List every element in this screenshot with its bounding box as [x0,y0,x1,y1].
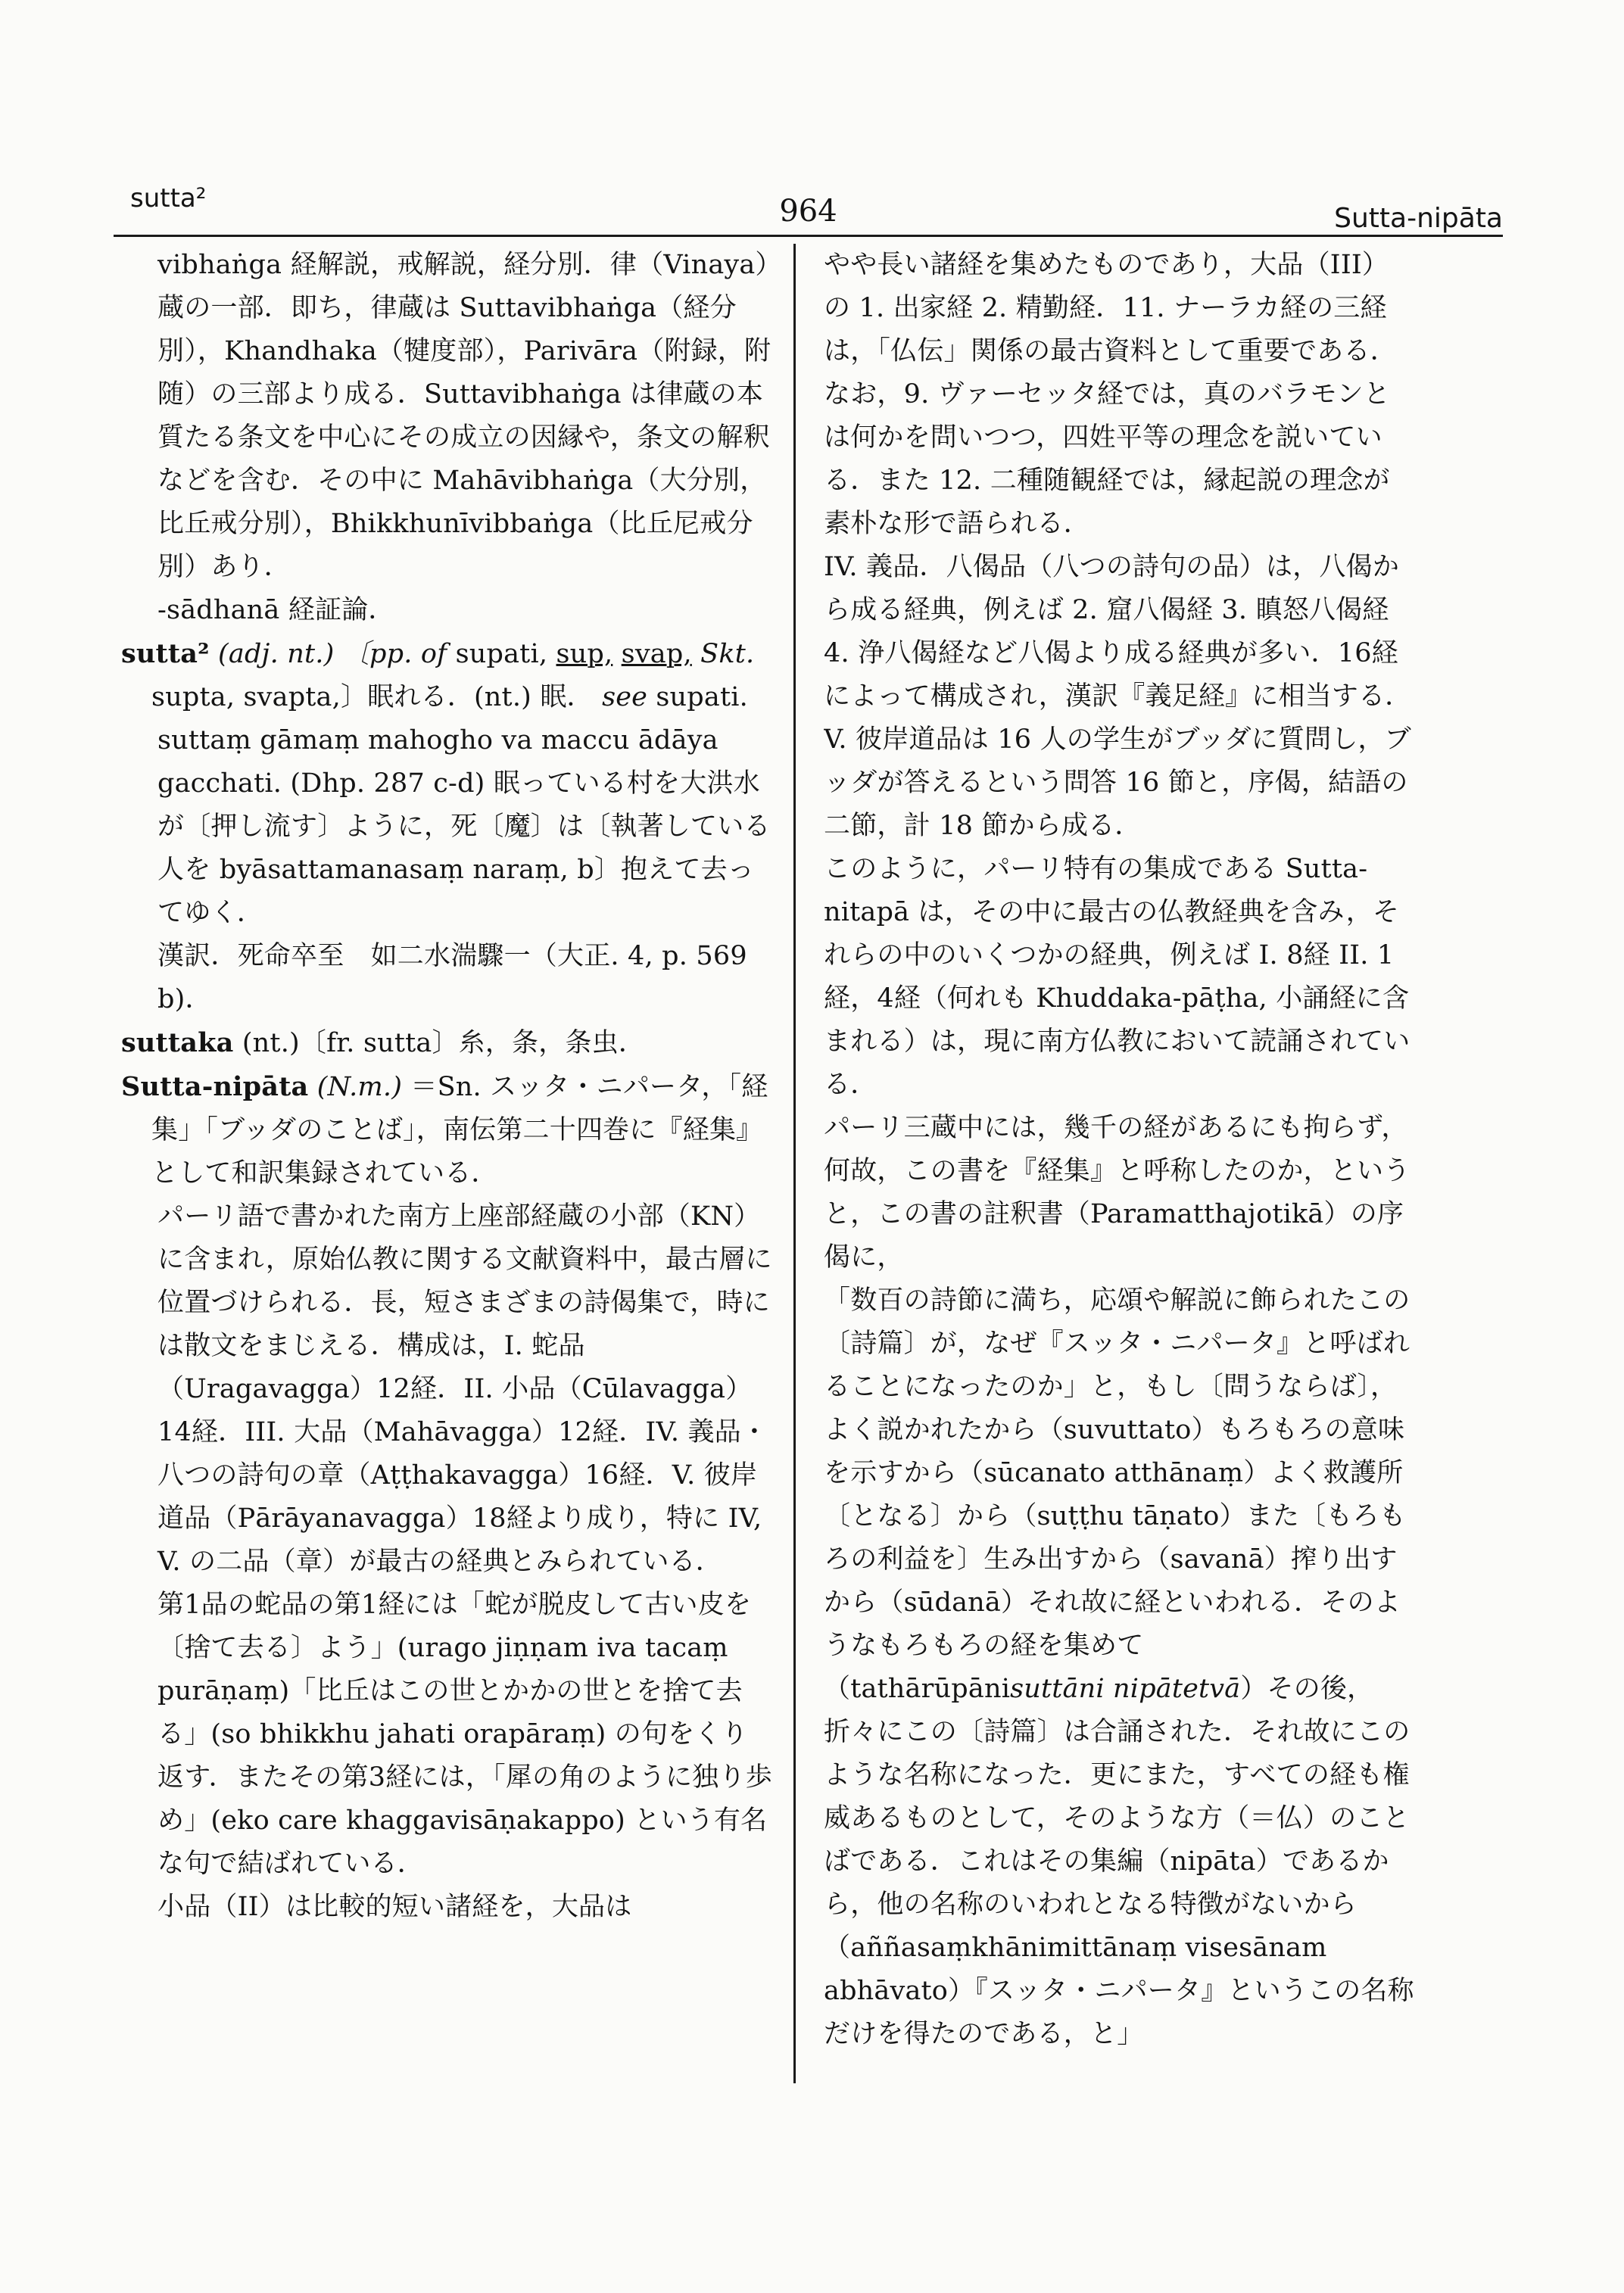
etymology-pp: 〔pp. of [342,639,447,669]
sutta-nipata-definition: ＝Sn. スッタ・ニパータ，「経集」「ブッダのことば」，南伝第二十四巻に『経集』として和訳集録されている． [151,1072,768,1189]
sutta-nipata-paragraph-2: 第1品の蛇品の第1経には「蛇が脱皮して古い皮を〔捨て去る〕よう」(urago jiṇṇam iva tacaṃ purāṇaṃ)「比丘はこの世とかかの世とを捨て去る」(so bhikkhu jahati orapāraṃ) の句をくり返す．またその第3経には，「犀の角のように独り歩め」(eko care khaggavisāṇakappo) という有名な句で結ばれている． [157,1590,772,1879]
right-paragraph-4: このように，パーリ特有の集成である Sutta-nitapā は，その中に最古の仏教経典を含み，それらの中のいくつかの経典，例えば I. 8経 II. 1経，4経（何れも Khuddaka-pāṭha, 小誦経に含まれる）は，現に南方仏教において読誦されている． [824,854,1410,1100]
paramatthajotika-quote-a: 「数百の詩節に満ち，応頌や解説に飾られたこの〔詩篇〕が，なぜ『スッタ・ニパータ』と呼ばれることになったのか」と，もし〔問うならば〕，よく説かれたから（suvuttato）もろもろの意味を示すから（sūcanato atthānaṃ）よく救護所〔となる〕から（suṭṭhu tāṇato）また〔もろもろの利益を〕生み出すから（savanā）搾り出すから（sūdanā）それ故に経といわれる．そのようなもろもろの経を集めて（tathārūpāni [824,1285,1410,1704]
paramatthajotika-quote-italic: suttāni nipātetvā [1010,1674,1241,1704]
sutta2-quotation: suttaṃ gāmaṃ mahogho va maccu ādāya gacchati. (Dhp. 287 c-d) 眠っている村を大洪水が〔押し流す〕ように，死〔魔〕は〔執著している人を byāsattamanasaṃ naraṃ, b〕抱えて去ってゆく． [157,725,771,928]
header-right-guideword: Sutta-nipāta [1334,203,1503,234]
right-paragraph-1: やや長い諸経を集めたものであり，大品（III）の 1. 出家経 2. 精勤経．11. ナーラカ経の三経は，「仏伝」関係の最古資料として重要である．なお，9. ヴァーセッタ経では，真のバラモンとは何かを問いつつ，四姓平等の理念を説いている．また 12. 二種随観経では，縁起説の理念が素朴な形で語られる． [824,250,1397,539]
right-paragraph-3: V. 彼岸道品は 16 人の学生がブッダに質問し，ブッダが答えるという問答 16 節と，序偈，結語の二節，計 18 節から成る． [824,724,1411,841]
right-paragraph-2: IV. 義品．八偈品（八つの詩句の品）は，八偈から成る経典，例えば 2. 窟八偈経 3. 瞋怒八偈経 4. 浄八偈経など八偈より成る経典が多い．16経によって構成され，漢訳『義足経』に相当する． [824,552,1412,712]
page-header [114,180,1503,237]
sutta2-definition: supta, svapta,〕眠れる．(nt.) 眠． [151,682,594,712]
sutta2-chinese-translation: 漢訳．死命卒至 如二水湍驟一（大正. 4, p. 569 b)． [157,941,747,1014]
grammar-sutta2: (adj. nt.) [218,639,335,669]
entry-sutta-nipata [121,1065,772,1195]
right-paragraph-5: パーリ三蔵中には，幾千の経があるにも拘らず，何故，この書を『経集』と呼称したのか，というと，この書の註釈書（Paramatthajotikā）の序偈に， [824,1113,1410,1273]
grammar-sutta-nipata: (N.m.) [316,1072,403,1102]
column-divider [793,244,796,2083]
see-reference: supati. [656,682,748,712]
left-column [121,244,772,2114]
headword-suttaka: suttaka [121,1027,234,1058]
headword-sutta-nipata: Sutta-nipāta [121,1071,309,1102]
suttaka-definition: (nt.)〔fr. sutta〕糸，条，条虫． [242,1028,646,1058]
paramatthajotika-quote-b: ）その後，折々にこの〔詩篇〕は合誦された．それ故にこのような名称になった．更にまた，すべての経も権威あるものとして，そのような方（＝仏）のことばである．これはその集編（nipāta）であるから，他の名称のいわれとなる特徴がないから（aññasaṃkhānimittānaṃ visesānam abhāvato）『スッタ・ニパータ』というこの名称だけを得たのである，と」 [824,1674,1414,2049]
headword-sutta2: sutta² [121,638,210,669]
right-paragraph-6 [824,1279,1414,2056]
vibhanga-subentry: vibhaṅga 経解説，戒解説，経分別．律（Vinaya）蔵の一部．即ち，律蔵は Suttavibhaṅga（経分別），Khandhaka（犍度部），Parivāra（附録，附随）の三部より成る．Suttavibhaṅga は律蔵の本質たる条文を中心にその成立の因縁や，条文の解釈などを含む．その中に Mahāvibhaṅga（大分別，比丘戒分別），Bhikkhunīvibbaṅga（比丘尼戒分別）あり． [157,250,771,582]
etymology-svap: svap, [621,639,692,669]
sutta-nipata-paragraph-3: 小品（II）は比較的短い諸経を，大品は [157,1892,632,1922]
right-column [824,244,1414,2114]
etymology-sup: sup, [556,639,613,669]
etymology-supati: supati, [455,639,548,669]
etymology-skt: Skt. [700,639,755,669]
header-left-guideword: sutta² [130,183,207,213]
sadhana-subentry: -sādhanā 経証論． [157,595,395,625]
page-number: 964 [779,194,837,229]
entry-suttaka [121,1021,772,1065]
see-label: see [602,682,648,712]
sutta-nipata-paragraph-1: パーリ語で書かれた南方上座部経蔵の小部（KN）に含まれ，原始仏教に関する文献資料中，最古層に位置づけられる．長，短さまざまの詩偈集で，時には散文をまじえる．構成は，I. 蛇品（Uragavagga）12経．II. 小品（Cūlavagga）14経．III. 大品（Mahāvagga）12経．IV. 義品・八つの詩句の章（Aṭṭhakavagga）16経．V. 彼岸道品（Pārāyanavagga）18経より成り，特に IV, V. の二品（章）が最古の経典とみられている． [157,1201,772,1577]
entry-sutta2 [121,632,772,719]
